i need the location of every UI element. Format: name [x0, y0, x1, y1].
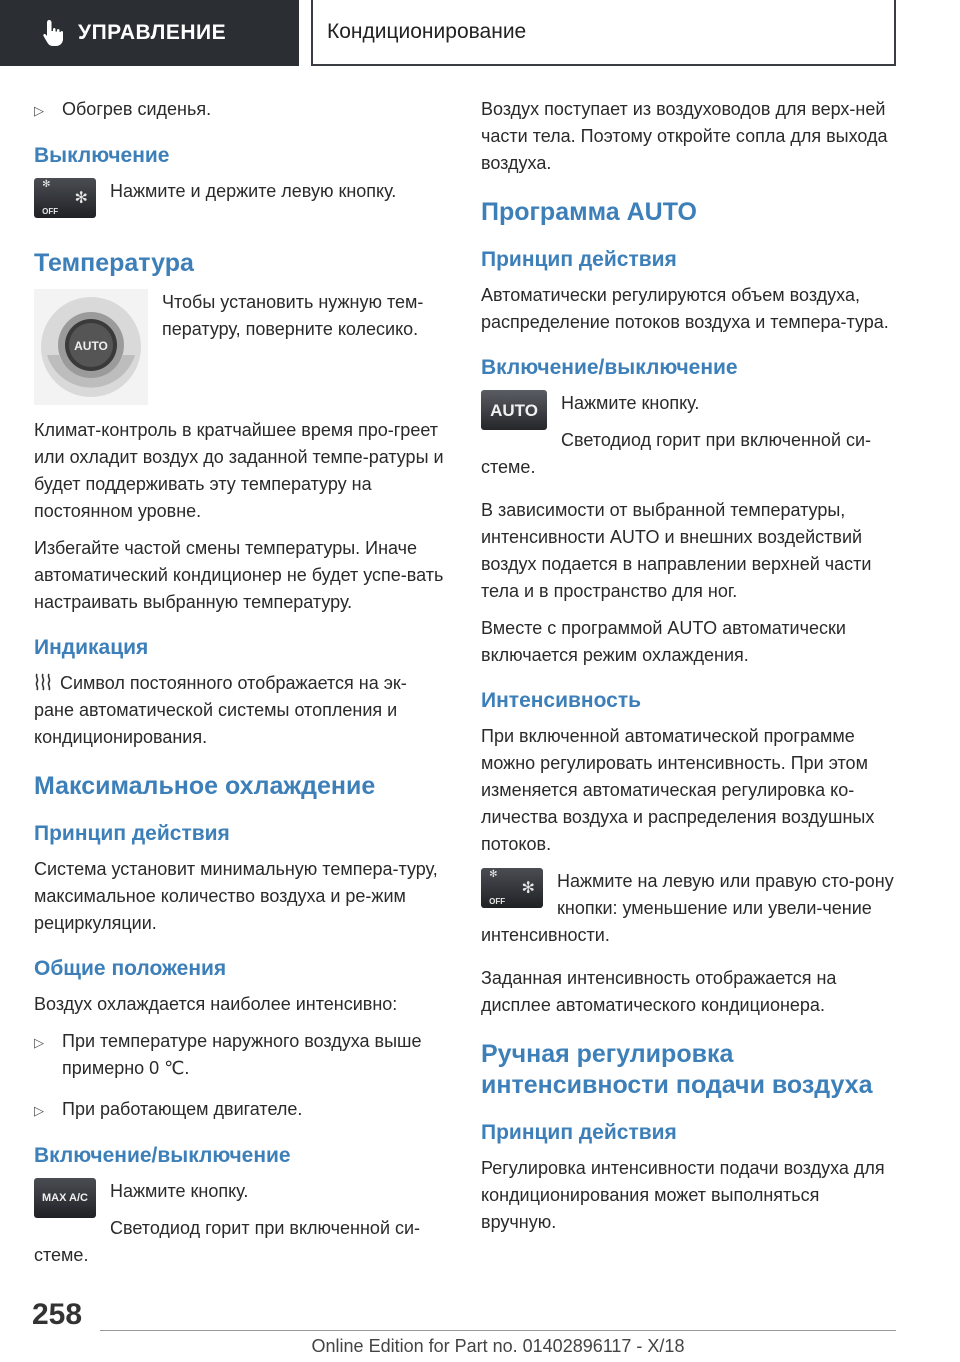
temperature-knob-figure	[34, 289, 148, 405]
heading-on-off: Включение/выключение	[34, 1144, 291, 1167]
right-column	[481, 96, 896, 1246]
heading-manual-intensity: Ручная регулировка интенсивности подачи воздуха	[481, 1040, 873, 1099]
list-item	[34, 96, 444, 124]
triangle-bullet-icon: ▷	[34, 1103, 44, 1118]
heading-general: Общие положения	[34, 957, 227, 980]
intensity-paragraph-2: Заданная интенсивность отображается на дисплее автоматического кондиционера.	[481, 968, 837, 1015]
knob-label: AUTO	[74, 339, 108, 353]
fan-off-icon: ✻ OFF	[42, 179, 59, 216]
bullet-text: При работающем двигателе.	[62, 1099, 303, 1119]
fan-icon: ✻	[74, 189, 88, 207]
auto-button-figure	[481, 390, 547, 430]
fan-button-image	[34, 178, 96, 218]
section-tab	[0, 0, 299, 66]
page-number: 258	[32, 1298, 83, 1331]
auto-button-image: AUTO	[481, 390, 547, 430]
auto-principle-text: Автоматически регулируются объем воздуха, распределение потоков воздуха и темпера-тура.	[481, 285, 889, 332]
max-ac-button-figure	[34, 1178, 96, 1218]
temperature-knob-text: Чтобы установить нужную тем-пературу, поверните колесико.	[162, 292, 424, 339]
heading-off: Выключение	[34, 144, 170, 167]
heading-auto-program: Программа AUTO	[481, 198, 697, 226]
bullet-text: Обогрев сиденья.	[62, 99, 212, 119]
indication-text: Символ постоянного отображается на эк-ране автоматической системы отопления и кондиционирования.	[34, 673, 407, 747]
heading-on-off: Включение/выключение	[481, 356, 738, 379]
triangle-bullet-icon: ▷	[34, 103, 44, 118]
left-column	[34, 96, 444, 1279]
on-off-text-2: Светодиод горит при включенной си-стеме.	[34, 1218, 421, 1265]
indication-paragraph	[34, 670, 444, 751]
list-item	[34, 1096, 444, 1124]
triangle-bullet-icon: ▷	[34, 1035, 44, 1050]
temperature-knob-image	[34, 289, 148, 405]
fan-button-image	[481, 868, 543, 908]
footer-divider	[100, 1330, 896, 1331]
off-text: Нажмите и держите левую кнопку.	[110, 181, 397, 201]
knob-icon	[39, 295, 143, 399]
air-intro-text: Воздух поступает из воздуховодов для верх-ней части тела. Поэтому откройте сопла для выхода воздуха.	[481, 99, 888, 173]
section-title: УПРАВЛЕНИЕ	[78, 21, 227, 44]
max-ac-button-image: MAX A/C	[34, 1178, 96, 1218]
intensity-button-figure	[481, 868, 543, 908]
heading-indication: Индикация	[34, 636, 149, 659]
fan-icon: ✻	[521, 879, 535, 897]
heading-temperature: Температура	[34, 249, 194, 277]
bullet-text: При температуре наружного воздуха выше примерно 0 ℃.	[62, 1031, 422, 1078]
off-button-figure	[34, 178, 96, 218]
intensity-paragraph-1: При включенной автоматической программе можно регулировать интенсивность. При этом изменяется автоматическая регулировка ко-личества воздуха и распределения воздушных потоков.	[481, 726, 875, 854]
heading-intensity: Интенсивность	[481, 689, 642, 712]
intensity-button-text: Нажмите на левую или правую сто-рону кнопки: уменьшение или увели-чение интенсивности.	[481, 871, 894, 945]
principle-text: Система установит минимальную темпера-туру, максимальное количество воздуха и ре-жим рециркуляции.	[34, 859, 438, 933]
manual-text: Регулировка интенсивности подачи воздуха для кондиционирования может выполняться вручную.	[481, 1158, 885, 1232]
auto-paragraph-2: Вместе с программой AUTO автоматически включается режим охлаждения.	[481, 618, 846, 665]
heading-principle: Принцип действия	[481, 1121, 677, 1144]
edition-text: Online Edition for Part no. 01402896117 - X/18	[311, 1336, 685, 1356]
topic-title: Кондиционирование	[327, 20, 527, 43]
hand-pointer-icon	[40, 18, 66, 48]
auto-paragraph-1: В зависимости от выбранной температуры, интенсивности AUTO и внешних воздействий воздух подается в направлении верхней части тела и в пространство для ног.	[481, 500, 872, 601]
general-text: Воздух охлаждается наиболее интенсивно:	[34, 994, 398, 1014]
auto-on-off-text-1: Нажмите кнопку.	[561, 393, 700, 413]
fan-off-icon: ✻ OFF	[489, 869, 506, 906]
auto-on-off-text-2: Светодиод горит при включенной си-стеме.	[481, 430, 872, 477]
heading-max-cooling: Максимальное охлаждение	[34, 772, 376, 800]
temperature-paragraph-1: Климат-контроль в кратчайшее время про-греет или охладит воздух до заданной темпе-ратуры и будет поддерживать эту температуру на постоянном уровне.	[34, 420, 444, 521]
list-item	[34, 1028, 444, 1082]
temperature-paragraph-2: Избегайте частой смены температуры. Иначе автоматический кондиционер не будет успе-вать настраивать выбранную температуру.	[34, 538, 444, 612]
heading-principle: Принцип действия	[34, 822, 230, 845]
on-off-text-1: Нажмите кнопку.	[110, 1181, 249, 1201]
topic-tab	[311, 0, 896, 66]
heading-principle: Принцип действия	[481, 248, 677, 271]
heat-waves-icon	[34, 672, 52, 692]
